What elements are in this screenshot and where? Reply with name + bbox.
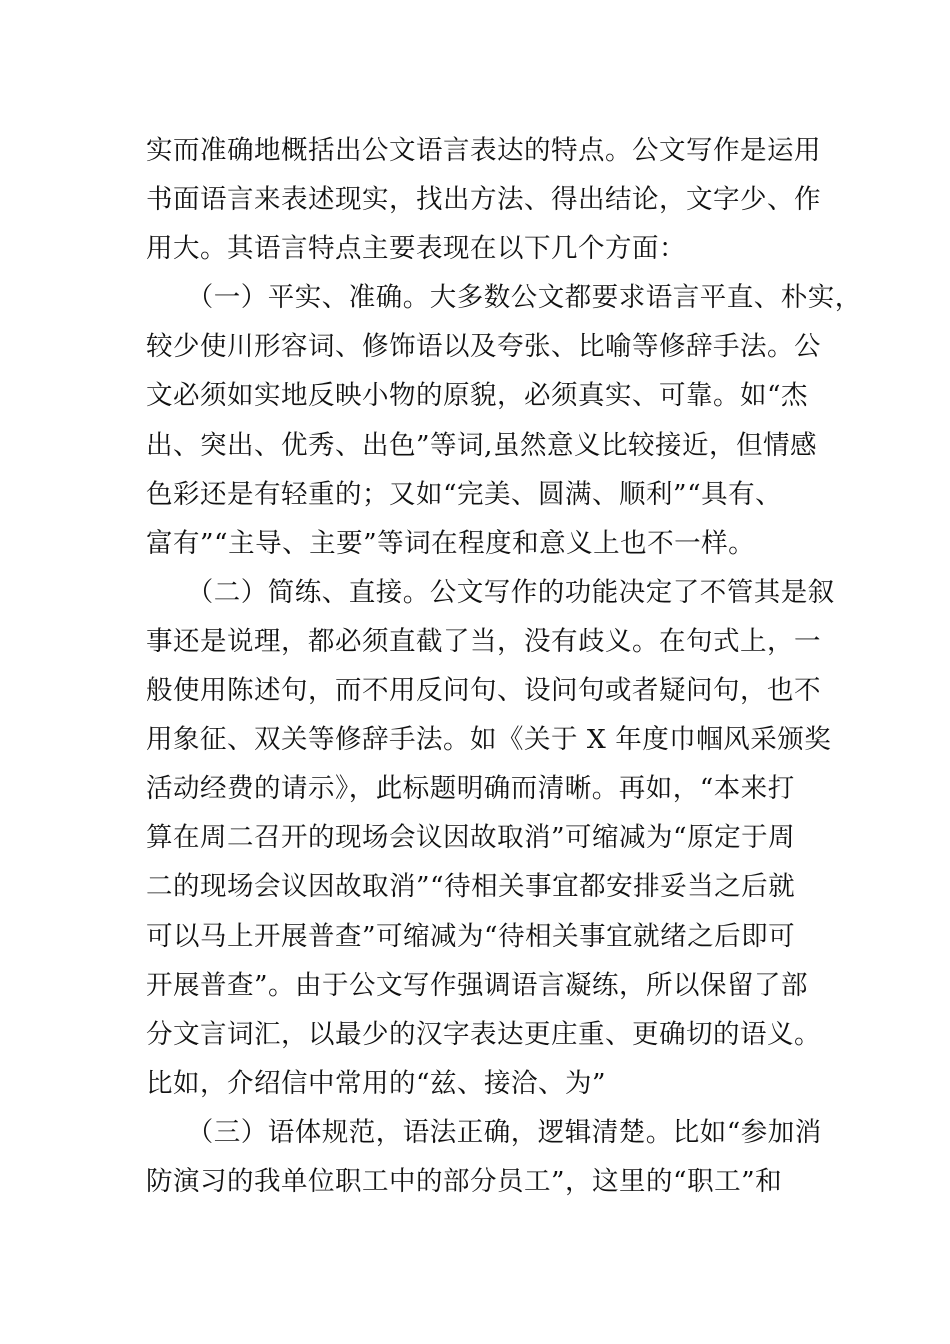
text-line-19: 分文言词汇，以最少的汉字表达更庄重、更确切的语义。 [146, 1018, 821, 1050]
text-line-3: 用大。其语言特点主要表现在以下几个方面： [146, 233, 686, 265]
text-line-14: 活动经费的请示》，此标题明确而清晰。再如，“本来打 [146, 773, 795, 805]
text-line-22: 防演习的我单位职工中的部分员工”，这里的“职工”和 [146, 1165, 783, 1197]
text-line-7: 出、突出、优秀、出色”等词,虽然意义比较接近，但情感 [146, 429, 817, 461]
text-line-11: 事还是说理，都必须直截了当，没有歧义。在句式上，一 [146, 625, 821, 657]
document-body [146, 126, 862, 1206]
text-line-2: 书面语言来表述现实，找出方法、得出结论，文字少、作 [146, 184, 821, 216]
text-line-20: 比如，介绍信中常用的“兹、接洽、为” [146, 1067, 607, 1099]
text-line-12: 般使用陈述句，而不用反问句、设问句或者疑问句，也不 [146, 675, 821, 707]
text-line-17: 可以马上开展普查”可缩减为“待相关事宜就绪之后即可 [146, 920, 796, 952]
text-line-6: 文必须如实地反映小物的原貌，必须真实、可靠。如“杰 [146, 380, 809, 412]
text-line-15: 算在周二召开的现场会议因故取消”可缩减为“原定于周 [146, 822, 796, 854]
text-line-8: 色彩还是有轻重的；又如“完美、圆满、顺利”“具有、 [146, 478, 783, 510]
text-line-13: 用象征、双关等修辞手法。如《关于 X 年度巾帼风采颁奖 [146, 724, 832, 756]
text-line-10: （二）简练、直接。公文写作的功能决定了不管其是叙 [146, 576, 835, 608]
text-line-16: 二的现场会议因故取消”“待相关事宜都安排妥当之后就 [146, 871, 796, 903]
text-line-1: 实而准确地概括出公文语言表达的特点。公文写作是运用 [146, 135, 821, 166]
text-line-5: 较少使川形容词、修饰语以及夸张、比喻等修辞手法。公 [146, 331, 821, 363]
text-line-21: （三）语体规范，语法正确，逻辑清楚。比如“参加消 [146, 1116, 822, 1148]
text-line-9: 富有”“主导、主要”等词在程度和意义上也不一样。 [146, 527, 756, 559]
text-line-18: 开展普查”。由于公文写作强调语言凝练，所以保留了部 [146, 969, 809, 1001]
text-line-4: （一）平实、准确。大多数公文都要求语言平直、朴实， [146, 282, 862, 314]
